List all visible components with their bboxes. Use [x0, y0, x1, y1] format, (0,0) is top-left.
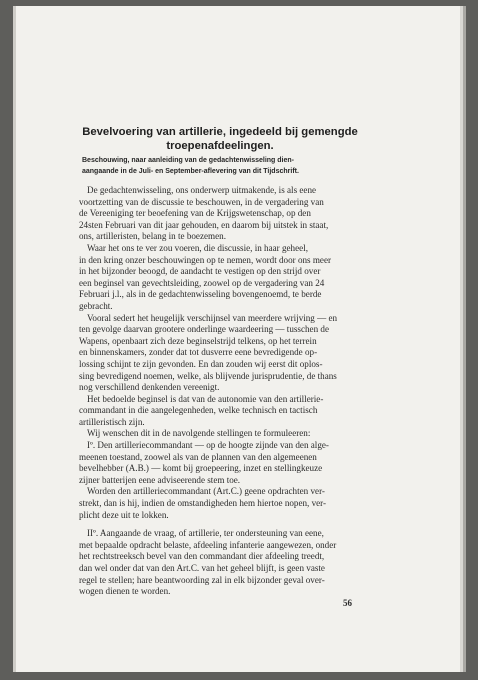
body-line: Wapens, openbaart zich deze beginselstrijd telkens, op het terrein: [79, 335, 317, 346]
body-line: regel te stellen; hare beantwoording zal in elk bijzonder geval over-: [79, 574, 325, 585]
article-subtitle: [82, 156, 354, 177]
title-line: troepenafdeelingen.: [166, 140, 274, 152]
body-line: in den kring onzer beschouwingen op te nemen, wordt door ons meer: [79, 254, 332, 265]
article-body: [79, 185, 363, 598]
body-line: Februari j.l., als in de gedachtenwisseling bovengenoemd, te berde: [79, 289, 322, 300]
body-line: IIº. Aangaande de vraag, of artillerie, ter ondersteuning van eene,: [87, 528, 324, 539]
body-line: 24sten Februari van dit jaar gehouden, en daarom bij uitstek in staat,: [79, 219, 329, 230]
page-spine: [13, 6, 16, 672]
body-line: ten gevolge daarvan grootere onderlinge waardeering — tusschen de: [79, 324, 329, 335]
body-line: dan wel onder dat van den Art.C. van het geheel blijft, is geen vaste: [79, 563, 325, 573]
body-line: lossing schijnt te zijn gevonden. En dan zouden wij eerst dit oplos-: [79, 358, 323, 369]
body-line: en binnenskamers, zonder dat tot dusverre eene bevredigende op-: [79, 347, 318, 358]
body-line: sing bevredigend noemen, welke, als blijvende jurisprudentie, de thans: [79, 370, 337, 381]
body-line: Wij wenschen dit in de navolgende stellingen te formuleeren:: [87, 428, 311, 439]
body-line: met bepaalde opdracht belaste, afdeeling infanterie aangewezen, onder: [79, 539, 337, 550]
body-line: wogen dienen te worden.: [79, 586, 171, 597]
subtitle-line: aangaande in de Juli- en September-aflevering van dit Tijdschrift.: [82, 167, 299, 175]
body-line: plicht deze uit te lokken.: [79, 509, 169, 520]
body-line: Vooral sedert het heugelijk verschijnsel van meerdere wrijving — en: [87, 312, 338, 323]
body-line: meenen toestand, zoowel als van de plannen van den algemeenen: [79, 451, 317, 462]
body-line: commandant in die aangelegenheden, welke technisch en tactisch: [79, 405, 318, 416]
body-line: een beginsel van gevechtsleiding, zoowel op de vergadering van 24: [79, 277, 325, 288]
body-line: voortzetting van de discussie te beschouwen, in de vergadering van: [79, 196, 324, 207]
body-line: artilleristisch zijn.: [79, 416, 145, 427]
body-line: de Vereeniging ter beoefening van de Krijgswetenschap, op den: [79, 208, 311, 219]
body-line: nog verschillend denkenden vereenigt.: [79, 382, 220, 393]
title-line: Bevelvoering van artillerie, ingedeeld bij gemengde: [82, 126, 358, 138]
body-line: Worden den artilleriecommandant (Art.C.) geene opdrachten ver-: [87, 486, 325, 497]
body-line: bevelhebber (A.B.) — komt bij groepeering, inzet en stellingkeuze: [79, 463, 323, 474]
body-line: het rechtstreeksch bevel van den commandant dier afdeeling treedt,: [79, 551, 325, 562]
subtitle-line: Beschouwing, naar aanleiding van de gedachtenwisseling dien-: [82, 157, 294, 164]
body-line: ons, artilleristen, belang in te boezemen.: [79, 231, 226, 242]
body-line: zijner batterijen eene adviseerende stem toe.: [79, 474, 241, 485]
body-line: Het bedoelde beginsel is dat van de autonomie van den artillerie-: [87, 393, 324, 404]
body-line: De gedachtenwisseling, ons onderwerp uitmakende, is als eene: [87, 185, 317, 195]
body-line: Waar het ons te ver zou voeren, die discussie, in haar geheel,: [87, 242, 308, 253]
body-line: in het bijzonder beoogd, de aandacht te vestigen op den strijd over: [79, 266, 321, 277]
body-line: gebracht.: [79, 300, 113, 311]
paragraph-gap: [79, 521, 363, 528]
article-title: [60, 125, 380, 153]
page-number: 56: [343, 598, 352, 608]
body-line: Iº. Den artilleriecommandant — op de hoogte zijnde van den alge-: [87, 440, 329, 451]
body-line: strekt, dan is hij, indien de omstandigheden hem hiertoe nopen, ver-: [79, 498, 327, 509]
